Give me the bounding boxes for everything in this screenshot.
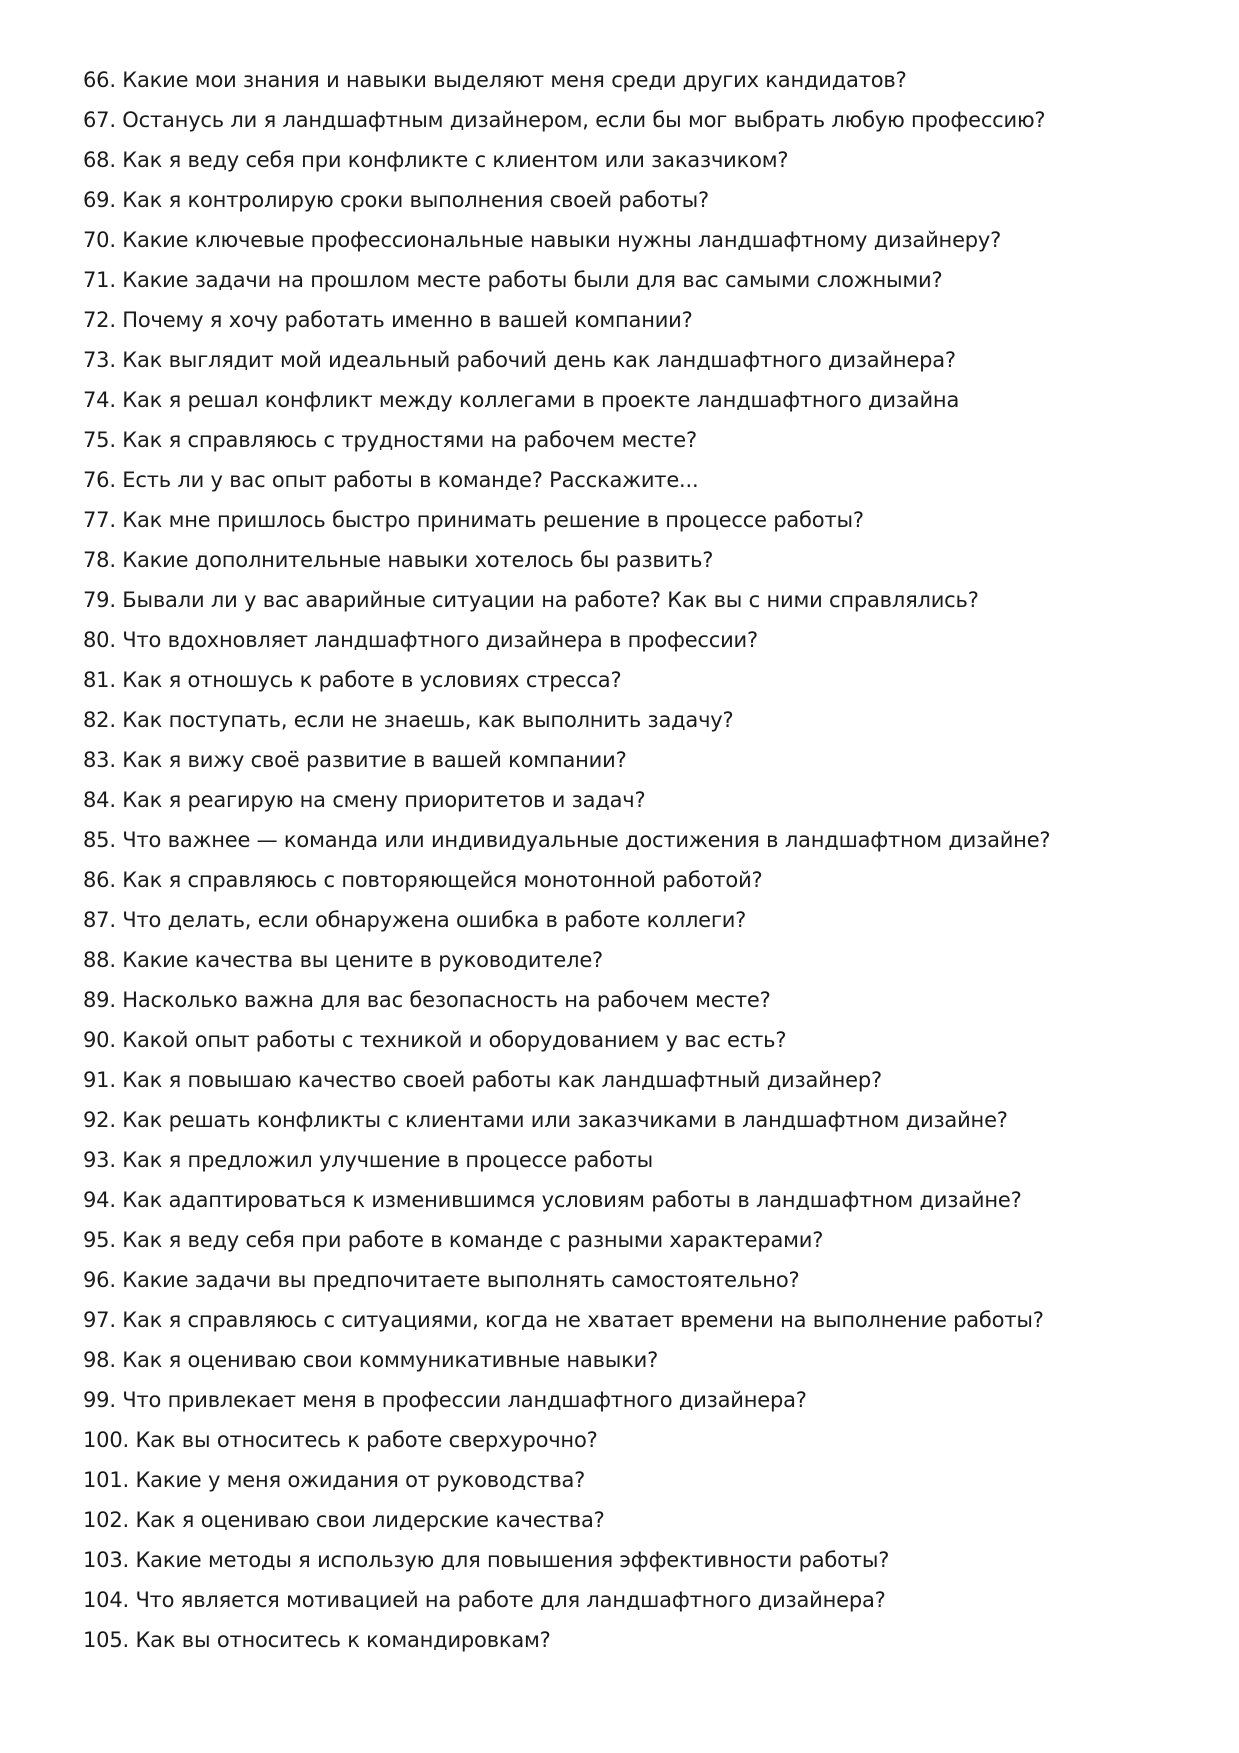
question-text: Как я справляюсь с ситуациями, когда не хватает времени на выполнение работы? [122,1308,1044,1332]
question-number: 97. [83,1308,116,1332]
question-item [83,1620,1050,1660]
question-item [83,100,1050,140]
question-item [83,1140,1050,1180]
question-number: 86. [83,868,116,892]
question-number: 98. [83,1348,116,1372]
question-item [83,620,1050,660]
question-item [83,340,1050,380]
question-number: 71. [83,268,116,292]
question-item [83,580,1050,620]
question-text: Что делать, если обнаружена ошибка в работе коллеги? [122,908,747,932]
question-text: Насколько важна для вас безопасность на рабочем месте? [122,988,771,1012]
question-item [83,780,1050,820]
question-text: Какие дополнительные навыки хотелось бы развить? [122,548,714,572]
question-text: Как я оцениваю свои коммуникативные навыки? [122,1348,659,1372]
question-number: 100. [83,1428,129,1452]
question-text: Как я веду себя при работе в команде с разными характерами? [122,1228,824,1252]
question-text: Как вы относитесь к работе сверхурочно? [135,1428,598,1452]
question-number: 105. [83,1628,129,1652]
question-text: Какой опыт работы с техникой и оборудованием у вас есть? [122,1028,787,1052]
question-item [83,1100,1050,1140]
question-item [83,460,1050,500]
question-number: 87. [83,908,116,932]
question-number: 104. [83,1588,129,1612]
question-number: 78. [83,548,116,572]
question-number: 82. [83,708,116,732]
question-number: 90. [83,1028,116,1052]
question-text: Как выглядит мой идеальный рабочий день как ландшафтного дизайнера? [122,348,956,372]
question-text: Как я справляюсь с трудностями на рабочем месте? [122,428,697,452]
question-text: Есть ли у вас опыт работы в команде? Расскажите... [122,468,699,492]
question-number: 84. [83,788,116,812]
question-item [83,540,1050,580]
question-text: Какие задачи на прошлом месте работы были для вас самыми сложными? [122,268,943,292]
question-item [83,140,1050,180]
question-item [83,820,1050,860]
question-text: Как я предложил улучшение в процессе работы [122,1148,654,1172]
question-item [83,500,1050,540]
question-text: Как я веду себя при конфликте с клиентом или заказчиком? [122,148,789,172]
question-item [83,420,1050,460]
question-number: 67. [83,108,116,132]
question-number: 75. [83,428,116,452]
question-item [83,1020,1050,1060]
question-text: Как решать конфликты с клиентами или заказчиками в ландшафтном дизайне? [122,1108,1008,1132]
question-item [83,1380,1050,1420]
question-item [83,1180,1050,1220]
question-text: Какие ключевые профессиональные навыки нужны ландшафтному дизайнеру? [122,228,1002,252]
question-number: 79. [83,588,116,612]
question-text: Какие мои знания и навыки выделяют меня среди других кандидатов? [122,68,907,92]
question-text: Как я отношусь к работе в условиях стресса? [122,668,622,692]
question-number: 80. [83,628,116,652]
question-number: 81. [83,668,116,692]
question-item [83,900,1050,940]
question-item [83,700,1050,740]
question-item [83,1260,1050,1300]
question-text: Какие у меня ожидания от руководства? [135,1468,586,1492]
question-item [83,1060,1050,1100]
question-text: Как поступать, если не знаешь, как выполнить задачу? [122,708,734,732]
question-item [83,60,1050,100]
question-text: Останусь ли я ландшафтным дизайнером, если бы мог выбрать любую профессию? [122,108,1046,132]
question-number: 72. [83,308,116,332]
question-item [83,1300,1050,1340]
question-text: Какие задачи вы предпочитаете выполнять самостоятельно? [122,1268,800,1292]
question-text: Что важнее — команда или индивидуальные достижения в ландшафтном дизайне? [122,828,1051,852]
question-text: Какие методы я использую для повышения эффективности работы? [135,1548,890,1572]
question-number: 83. [83,748,116,772]
question-text: Как я решал конфликт между коллегами в проекте ландшафтного дизайна [122,388,960,412]
question-text: Как я справляюсь с повторяющейся монотонной работой? [122,868,763,892]
question-item [83,1580,1050,1620]
question-number: 89. [83,988,116,1012]
question-text: Почему я хочу работать именно в вашей компании? [122,308,693,332]
question-item [83,1460,1050,1500]
question-number: 69. [83,188,116,212]
question-number: 95. [83,1228,116,1252]
question-text: Какие качества вы цените в руководителе? [122,948,604,972]
question-number: 99. [83,1388,116,1412]
question-item [83,860,1050,900]
question-number: 76. [83,468,116,492]
question-item [83,660,1050,700]
question-item [83,1220,1050,1260]
question-text: Как я повышаю качество своей работы как ландшафтный дизайнер? [122,1068,882,1092]
question-item [83,1500,1050,1540]
question-item [83,180,1050,220]
question-text: Как я вижу своё развитие в вашей компании? [122,748,627,772]
question-number: 101. [83,1468,129,1492]
question-number: 88. [83,948,116,972]
question-number: 70. [83,228,116,252]
question-text: Как адаптироваться к изменившимся условиям работы в ландшафтном дизайне? [122,1188,1022,1212]
question-item [83,1340,1050,1380]
question-number: 102. [83,1508,129,1532]
question-text: Что вдохновляет ландшафтного дизайнера в профессии? [122,628,758,652]
question-item [83,1420,1050,1460]
question-text: Как мне пришлось быстро принимать решение в процессе работы? [122,508,864,532]
question-number: 85. [83,828,116,852]
question-text: Что привлекает меня в профессии ландшафтного дизайнера? [122,1388,807,1412]
question-text: Как я оцениваю свои лидерские качества? [135,1508,605,1532]
question-number: 68. [83,148,116,172]
question-number: 74. [83,388,116,412]
question-item [83,740,1050,780]
question-item [83,380,1050,420]
question-number: 91. [83,1068,116,1092]
question-text: Как я контролирую сроки выполнения своей работы? [122,188,709,212]
question-number: 93. [83,1148,116,1172]
question-number: 66. [83,68,116,92]
question-text: Бывали ли у вас аварийные ситуации на работе? Как вы с ними справлялись? [122,588,979,612]
question-item [83,1540,1050,1580]
question-item [83,300,1050,340]
question-text: Как вы относитесь к командировкам? [135,1628,551,1652]
question-item [83,980,1050,1020]
question-number: 103. [83,1548,129,1572]
question-number: 73. [83,348,116,372]
question-number: 94. [83,1188,116,1212]
question-item [83,940,1050,980]
question-number: 96. [83,1268,116,1292]
question-text: Как я реагирую на смену приоритетов и задач? [122,788,646,812]
question-number: 77. [83,508,116,532]
question-list [83,60,1050,1660]
question-item [83,220,1050,260]
question-text: Что является мотивацией на работе для ландшафтного дизайнера? [135,1588,886,1612]
question-number: 92. [83,1108,116,1132]
question-item [83,260,1050,300]
